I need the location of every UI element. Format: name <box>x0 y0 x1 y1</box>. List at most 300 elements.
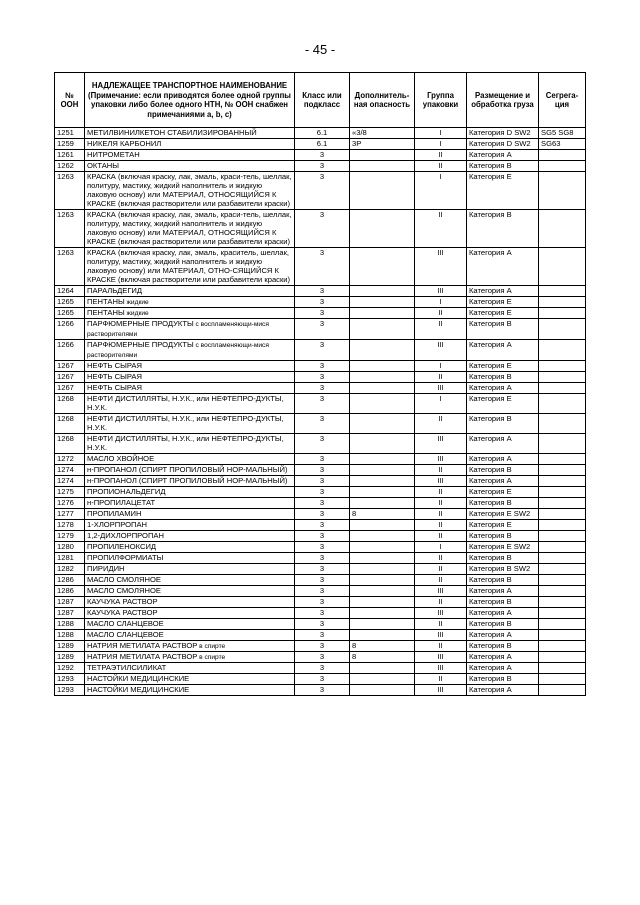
cell-stowage: Категория B <box>467 553 539 564</box>
cell-shipping-name <box>85 476 295 487</box>
cell-un-number: 1263 <box>55 172 85 210</box>
table-row <box>55 520 586 531</box>
cell-subsidiary-risk <box>350 319 415 340</box>
header-class: Класс или подкласс <box>295 73 350 128</box>
cell-packing-group: II <box>415 641 467 652</box>
shipping-name-text: ПАРАЛЬДЕГИД <box>87 286 143 295</box>
shipping-name-qualifier: с воспламеняющи-мися растворителями <box>87 342 269 359</box>
cell-packing-group: III <box>415 340 467 361</box>
cell-shipping-name <box>85 685 295 696</box>
cell-segregation <box>539 641 586 652</box>
cell-subsidiary-risk <box>350 383 415 394</box>
cell-packing-group: III <box>415 608 467 619</box>
cell-subsidiary-risk <box>350 520 415 531</box>
table-body <box>55 128 586 696</box>
cell-un-number: 1268 <box>55 414 85 434</box>
cell-class: 3 <box>295 520 350 531</box>
cell-un-number: 1267 <box>55 361 85 372</box>
cell-class: 3 <box>295 608 350 619</box>
cell-stowage: Категория B <box>467 414 539 434</box>
shipping-name-text: ТЕТРАЭТИЛСИЛИКАТ <box>87 663 167 672</box>
cell-class: 3 <box>295 297 350 308</box>
table-row <box>55 663 586 674</box>
cell-class: 3 <box>295 465 350 476</box>
cell-subsidiary-risk <box>350 498 415 509</box>
cell-un-number: 1265 <box>55 297 85 308</box>
cell-stowage: Категория B <box>467 641 539 652</box>
cell-shipping-name <box>85 520 295 531</box>
cell-segregation <box>539 531 586 542</box>
cell-un-number: 1288 <box>55 619 85 630</box>
table-row <box>55 531 586 542</box>
shipping-name-qualifier: жидкие <box>124 310 149 317</box>
cell-stowage: Категория E <box>467 361 539 372</box>
cell-stowage: Категория A <box>467 630 539 641</box>
cell-packing-group: II <box>415 308 467 319</box>
cell-packing-group: III <box>415 434 467 454</box>
cell-shipping-name <box>85 586 295 597</box>
cell-segregation <box>539 619 586 630</box>
table-row <box>55 210 586 248</box>
cell-shipping-name <box>85 465 295 476</box>
shipping-name-text: ПРОПИОНАЛЬДЕГИД <box>87 487 166 496</box>
cell-un-number: 1251 <box>55 128 85 139</box>
table-row <box>55 454 586 465</box>
cell-shipping-name <box>85 674 295 685</box>
cell-stowage: Категория B <box>467 531 539 542</box>
shipping-name-text: КРАСКА (включая краску, лак, эмаль, краси-тель, шеллак, политуру, мастику, жидкий наполнитель и жидкую лаковую основу) или МАТЕРИАЛ, ОТНОСЯЩИЙСЯ К КРАСКЕ (включая растворители или разбавители краски) <box>87 172 292 208</box>
cell-packing-group: II <box>415 414 467 434</box>
table-row <box>55 297 586 308</box>
cell-packing-group: III <box>415 454 467 465</box>
header-subsidiary-risk: Дополнитель-ная опасность <box>350 73 415 128</box>
table-row <box>55 434 586 454</box>
shipping-name-text: НЕФТЬ СЫРАЯ <box>87 383 142 392</box>
shipping-name-text: ПЕНТАНЫ <box>87 297 125 306</box>
shipping-name-text: КАУЧУКА РАСТВОР <box>87 597 158 606</box>
cell-class: 3 <box>295 434 350 454</box>
cell-stowage: Категория B <box>467 161 539 172</box>
cell-segregation <box>539 394 586 414</box>
cell-segregation <box>539 248 586 286</box>
cell-class: 3 <box>295 630 350 641</box>
cell-packing-group: II <box>415 531 467 542</box>
shipping-name-text: НЕФТЬ СЫРАЯ <box>87 361 142 370</box>
shipping-name-text: ОКТАНЫ <box>87 161 119 170</box>
shipping-name-text: МЕТИЛВИНИЛКЕТОН СТАБИЛИЗИРОВАННЫЙ <box>87 128 257 137</box>
cell-segregation <box>539 520 586 531</box>
cell-un-number: 1282 <box>55 564 85 575</box>
cell-shipping-name <box>85 663 295 674</box>
cell-class: 3 <box>295 248 350 286</box>
cell-class: 3 <box>295 476 350 487</box>
shipping-name-text: МАСЛО ХВОЙНОЕ <box>87 454 155 463</box>
cell-subsidiary-risk <box>350 361 415 372</box>
cell-un-number: 1274 <box>55 476 85 487</box>
cell-un-number: 1266 <box>55 340 85 361</box>
cell-un-number: 1279 <box>55 531 85 542</box>
cell-segregation <box>539 685 586 696</box>
cell-un-number: 1261 <box>55 150 85 161</box>
table-row <box>55 641 586 652</box>
cell-stowage: Категория B <box>467 498 539 509</box>
cell-class: 3 <box>295 454 350 465</box>
table-row <box>55 685 586 696</box>
table-row <box>55 509 586 520</box>
cell-un-number: 1274 <box>55 465 85 476</box>
cell-class: 3 <box>295 361 350 372</box>
cell-subsidiary-risk: 8 <box>350 641 415 652</box>
cell-segregation <box>539 372 586 383</box>
cell-subsidiary-risk <box>350 553 415 564</box>
cell-subsidiary-risk <box>350 394 415 414</box>
shipping-name-text: н-ПРОПИЛАЦЕТАТ <box>87 498 156 507</box>
cell-class: 3 <box>295 619 350 630</box>
cell-packing-group: II <box>415 564 467 575</box>
cell-class: 3 <box>295 210 350 248</box>
cell-stowage: Категория B SW2 <box>467 564 539 575</box>
cell-packing-group: I <box>415 172 467 210</box>
cell-subsidiary-risk: 8 <box>350 652 415 663</box>
shipping-name-text: ПРОПИЛАМИН <box>87 509 142 518</box>
cell-class: 3 <box>295 340 350 361</box>
cell-segregation <box>539 150 586 161</box>
cell-class: 3 <box>295 564 350 575</box>
shipping-name-text: НЕФТИ ДИСТИЛЛЯТЫ, Н.У.К., или НЕФТЕПРО-ДУКТЫ, Н.У.К. <box>87 434 284 452</box>
cell-un-number: 1267 <box>55 372 85 383</box>
shipping-name-text: НАСТОЙКИ МЕДИЦИНСКИЕ <box>87 674 190 683</box>
cell-shipping-name <box>85 210 295 248</box>
cell-shipping-name <box>85 652 295 663</box>
cell-segregation <box>539 630 586 641</box>
cell-subsidiary-risk <box>350 487 415 498</box>
cell-class: 3 <box>295 597 350 608</box>
cell-un-number: 1286 <box>55 586 85 597</box>
cell-shipping-name <box>85 564 295 575</box>
header-segregation: Сегрега-ция <box>539 73 586 128</box>
cell-shipping-name <box>85 372 295 383</box>
cell-stowage: Категория A <box>467 286 539 297</box>
cell-shipping-name <box>85 575 295 586</box>
cell-packing-group: I <box>415 297 467 308</box>
shipping-name-text: НЕФТИ ДИСТИЛЛЯТЫ, Н.У.К., или НЕФТЕПРО-ДУКТЫ, Н.У.К. <box>87 414 284 432</box>
cell-stowage: Категория E SW2 <box>467 542 539 553</box>
cell-class: 3 <box>295 553 350 564</box>
header-packing-group: Группа упаковки <box>415 73 467 128</box>
cell-class: 3 <box>295 394 350 414</box>
cell-packing-group: III <box>415 383 467 394</box>
shipping-name-text: ПРОПИЛФОРМИАТЫ <box>87 553 164 562</box>
shipping-name-text: НИКЕЛЯ КАРБОНИЛ <box>87 139 162 148</box>
cell-packing-group: II <box>415 210 467 248</box>
cell-packing-group: II <box>415 597 467 608</box>
cell-un-number: 1264 <box>55 286 85 297</box>
shipping-name-text: НИТРОМЕТАН <box>87 150 140 159</box>
header-shipping-name-note: (Примечание: если приводятся более одной группы упаковки либо более одного НТН, № ООН снабжен примечаниями a, b, c) <box>88 90 291 119</box>
page-number: - 45 - <box>304 42 336 57</box>
cell-class: 3 <box>295 586 350 597</box>
shipping-name-text: ПРОПИЛЕНОКСИД <box>87 542 157 551</box>
cell-un-number: 1263 <box>55 210 85 248</box>
cell-shipping-name <box>85 641 295 652</box>
cell-shipping-name <box>85 172 295 210</box>
cell-stowage: Категория A <box>467 476 539 487</box>
table-row <box>55 248 586 286</box>
cell-stowage: Категория D SW2 <box>467 139 539 150</box>
cell-subsidiary-risk <box>350 465 415 476</box>
table-row <box>55 139 586 150</box>
cell-segregation <box>539 663 586 674</box>
cell-subsidiary-risk <box>350 663 415 674</box>
table-row <box>55 340 586 361</box>
shipping-name-text: 1-ХЛОРПРОПАН <box>87 520 148 529</box>
cell-class: 6.1 <box>295 128 350 139</box>
cell-packing-group: I <box>415 128 467 139</box>
cell-class: 3 <box>295 414 350 434</box>
cell-class: 3 <box>295 663 350 674</box>
cell-class: 3 <box>295 319 350 340</box>
cell-class: 3 <box>295 542 350 553</box>
cell-subsidiary-risk <box>350 172 415 210</box>
cell-stowage: Категория A <box>467 652 539 663</box>
table-row <box>55 128 586 139</box>
cell-shipping-name <box>85 361 295 372</box>
table-row <box>55 542 586 553</box>
cell-packing-group: II <box>415 498 467 509</box>
cell-shipping-name <box>85 128 295 139</box>
table-header-row <box>55 73 586 128</box>
cell-un-number: 1272 <box>55 454 85 465</box>
cell-subsidiary-risk <box>350 619 415 630</box>
cell-subsidiary-risk: 3P <box>350 139 415 150</box>
cell-packing-group: III <box>415 476 467 487</box>
shipping-name-qualifier: с воспламеняющи-мися растворителями <box>87 321 269 338</box>
cell-un-number: 1293 <box>55 685 85 696</box>
cell-packing-group: II <box>415 619 467 630</box>
cell-packing-group: III <box>415 248 467 286</box>
cell-stowage: Категория A <box>467 150 539 161</box>
cell-segregation: SG63 <box>539 139 586 150</box>
header-shipping-name <box>85 73 295 128</box>
table-row <box>55 361 586 372</box>
cell-packing-group: II <box>415 520 467 531</box>
cell-shipping-name <box>85 383 295 394</box>
shipping-name-text: КРАСКА (включая краску, лак, эмаль, краситель, шеллак, политуру, мастику, жидкий наполнитель и жидкую лаковую основу) или МАТЕРИАЛ, ОТНО-СЯЩИЙСЯ К КРАСКЕ (включая растворители или разбавители краски) <box>87 248 291 284</box>
table-row <box>55 308 586 319</box>
cell-stowage: Категория B <box>467 465 539 476</box>
cell-shipping-name <box>85 487 295 498</box>
cell-segregation <box>539 487 586 498</box>
table-row <box>55 286 586 297</box>
cell-un-number: 1289 <box>55 652 85 663</box>
shipping-name-text: ПИРИДИН <box>87 564 125 573</box>
cell-class: 3 <box>295 641 350 652</box>
cell-subsidiary-risk: 8 <box>350 509 415 520</box>
cell-packing-group: I <box>415 394 467 414</box>
cell-packing-group: III <box>415 685 467 696</box>
cell-class: 3 <box>295 575 350 586</box>
cell-subsidiary-risk <box>350 586 415 597</box>
shipping-name-text: МАСЛО СЛАНЦЕВОЕ <box>87 619 164 628</box>
shipping-name-text: КРАСКА (включая краску, лак, эмаль, краси-тель, шеллак, политуру, мастику, жидкий наполнитель и жидкую лаковую основу) или МАТЕРИАЛ, ОТНОСЯЩИЙСЯ К КРАСКЕ (включая растворители или разбавители краски) <box>87 210 292 246</box>
cell-shipping-name <box>85 531 295 542</box>
table-row <box>55 564 586 575</box>
cell-packing-group: I <box>415 542 467 553</box>
cell-segregation <box>539 498 586 509</box>
cell-segregation <box>539 172 586 210</box>
cell-stowage: Категория A <box>467 608 539 619</box>
cell-segregation <box>539 586 586 597</box>
cell-packing-group: II <box>415 465 467 476</box>
shipping-name-text: МАСЛО СМОЛЯНОЕ <box>87 575 161 584</box>
cell-packing-group: I <box>415 361 467 372</box>
cell-stowage: Категория A <box>467 383 539 394</box>
cell-class: 3 <box>295 161 350 172</box>
cell-subsidiary-risk <box>350 210 415 248</box>
cell-un-number: 1287 <box>55 597 85 608</box>
table-row <box>55 597 586 608</box>
cell-segregation <box>539 414 586 434</box>
table-row <box>55 172 586 210</box>
cell-subsidiary-risk <box>350 630 415 641</box>
table-row <box>55 394 586 414</box>
table-row <box>55 652 586 663</box>
cell-segregation <box>539 297 586 308</box>
cell-segregation <box>539 553 586 564</box>
cell-packing-group: III <box>415 586 467 597</box>
cell-packing-group: II <box>415 575 467 586</box>
cell-segregation <box>539 361 586 372</box>
cell-un-number: 1262 <box>55 161 85 172</box>
cell-stowage: Категория E <box>467 487 539 498</box>
header-stowage: Размещение и обработка груза <box>467 73 539 128</box>
cell-segregation <box>539 597 586 608</box>
cell-packing-group: III <box>415 286 467 297</box>
shipping-name-text: НЕФТИ ДИСТИЛЛЯТЫ, Н.У.К., или НЕФТЕПРО-ДУКТЫ, Н.У.К. <box>87 394 284 412</box>
cell-shipping-name <box>85 498 295 509</box>
table-row <box>55 553 586 564</box>
cell-stowage: Категория B <box>467 210 539 248</box>
cell-subsidiary-risk <box>350 674 415 685</box>
cell-segregation <box>539 319 586 340</box>
cell-segregation <box>539 161 586 172</box>
cell-subsidiary-risk <box>350 150 415 161</box>
cell-un-number: 1259 <box>55 139 85 150</box>
shipping-name-text: н-ПРОПАНОЛ (СПИРТ ПРОПИЛОВЫЙ НОР-МАЛЬНЫЙ) <box>87 465 288 474</box>
cell-packing-group: III <box>415 630 467 641</box>
shipping-name-text: НЕФТЬ СЫРАЯ <box>87 372 142 381</box>
cell-packing-group: II <box>415 553 467 564</box>
cell-subsidiary-risk <box>350 297 415 308</box>
cell-subsidiary-risk <box>350 597 415 608</box>
cell-shipping-name <box>85 553 295 564</box>
cell-packing-group: II <box>415 161 467 172</box>
cell-stowage: Категория A <box>467 586 539 597</box>
cell-segregation: SG5 SG8 <box>539 128 586 139</box>
cell-subsidiary-risk <box>350 531 415 542</box>
cell-packing-group: III <box>415 652 467 663</box>
cell-subsidiary-risk <box>350 308 415 319</box>
cell-un-number: 1266 <box>55 319 85 340</box>
shipping-name-text: КАУЧУКА РАСТВОР <box>87 608 158 617</box>
cell-segregation <box>539 509 586 520</box>
cell-un-number: 1288 <box>55 630 85 641</box>
cell-un-number: 1278 <box>55 520 85 531</box>
shipping-name-qualifier: жидкие <box>124 299 149 306</box>
shipping-name-qualifier: в спирте <box>197 643 226 650</box>
cell-stowage: Категория E <box>467 520 539 531</box>
shipping-name-text: МАСЛО СЛАНЦЕВОЕ <box>87 630 164 639</box>
shipping-name-text: ПАРФЮМЕРНЫЕ ПРОДУКТЫ <box>87 319 194 328</box>
cell-subsidiary-risk <box>350 248 415 286</box>
cell-un-number: 1293 <box>55 674 85 685</box>
cell-stowage: Категория A <box>467 434 539 454</box>
cell-shipping-name <box>85 608 295 619</box>
cell-segregation <box>539 308 586 319</box>
cell-shipping-name <box>85 161 295 172</box>
table-row <box>55 383 586 394</box>
cell-subsidiary-risk <box>350 608 415 619</box>
header-un-number: № ООН <box>55 73 85 128</box>
cell-class: 3 <box>295 286 350 297</box>
cell-stowage: Категория B <box>467 319 539 340</box>
cell-class: 3 <box>295 531 350 542</box>
cell-un-number: 1265 <box>55 308 85 319</box>
cell-class: 3 <box>295 652 350 663</box>
cell-subsidiary-risk <box>350 286 415 297</box>
cell-segregation <box>539 476 586 487</box>
shipping-name-text: МАСЛО СМОЛЯНОЕ <box>87 586 161 595</box>
cell-stowage: Категория B <box>467 597 539 608</box>
cell-stowage: Категория E <box>467 394 539 414</box>
cell-un-number: 1281 <box>55 553 85 564</box>
table-row <box>55 608 586 619</box>
cell-un-number: 1286 <box>55 575 85 586</box>
cell-stowage: Категория E <box>467 172 539 210</box>
cell-segregation <box>539 383 586 394</box>
cell-class: 3 <box>295 383 350 394</box>
cell-segregation <box>539 434 586 454</box>
cell-un-number: 1289 <box>55 641 85 652</box>
cell-shipping-name <box>85 297 295 308</box>
cell-subsidiary-risk <box>350 454 415 465</box>
table-row <box>55 575 586 586</box>
cell-shipping-name <box>85 597 295 608</box>
cell-shipping-name <box>85 248 295 286</box>
cell-segregation <box>539 340 586 361</box>
cell-stowage: Категория B <box>467 372 539 383</box>
cell-class: 3 <box>295 674 350 685</box>
cell-class: 3 <box>295 372 350 383</box>
cell-shipping-name <box>85 414 295 434</box>
cell-un-number: 1292 <box>55 663 85 674</box>
table-row <box>55 498 586 509</box>
shipping-name-text: НАТРИЯ МЕТИЛАТА РАСТВОР <box>87 641 198 650</box>
cell-shipping-name <box>85 394 295 414</box>
cell-class: 3 <box>295 509 350 520</box>
cell-packing-group: II <box>415 150 467 161</box>
table-row <box>55 487 586 498</box>
dangerous-goods-table <box>54 72 586 696</box>
table-row <box>55 619 586 630</box>
table-row <box>55 161 586 172</box>
cell-shipping-name <box>85 286 295 297</box>
cell-segregation <box>539 674 586 685</box>
table-row <box>55 674 586 685</box>
table-row <box>55 586 586 597</box>
cell-class: 3 <box>295 498 350 509</box>
cell-segregation <box>539 286 586 297</box>
